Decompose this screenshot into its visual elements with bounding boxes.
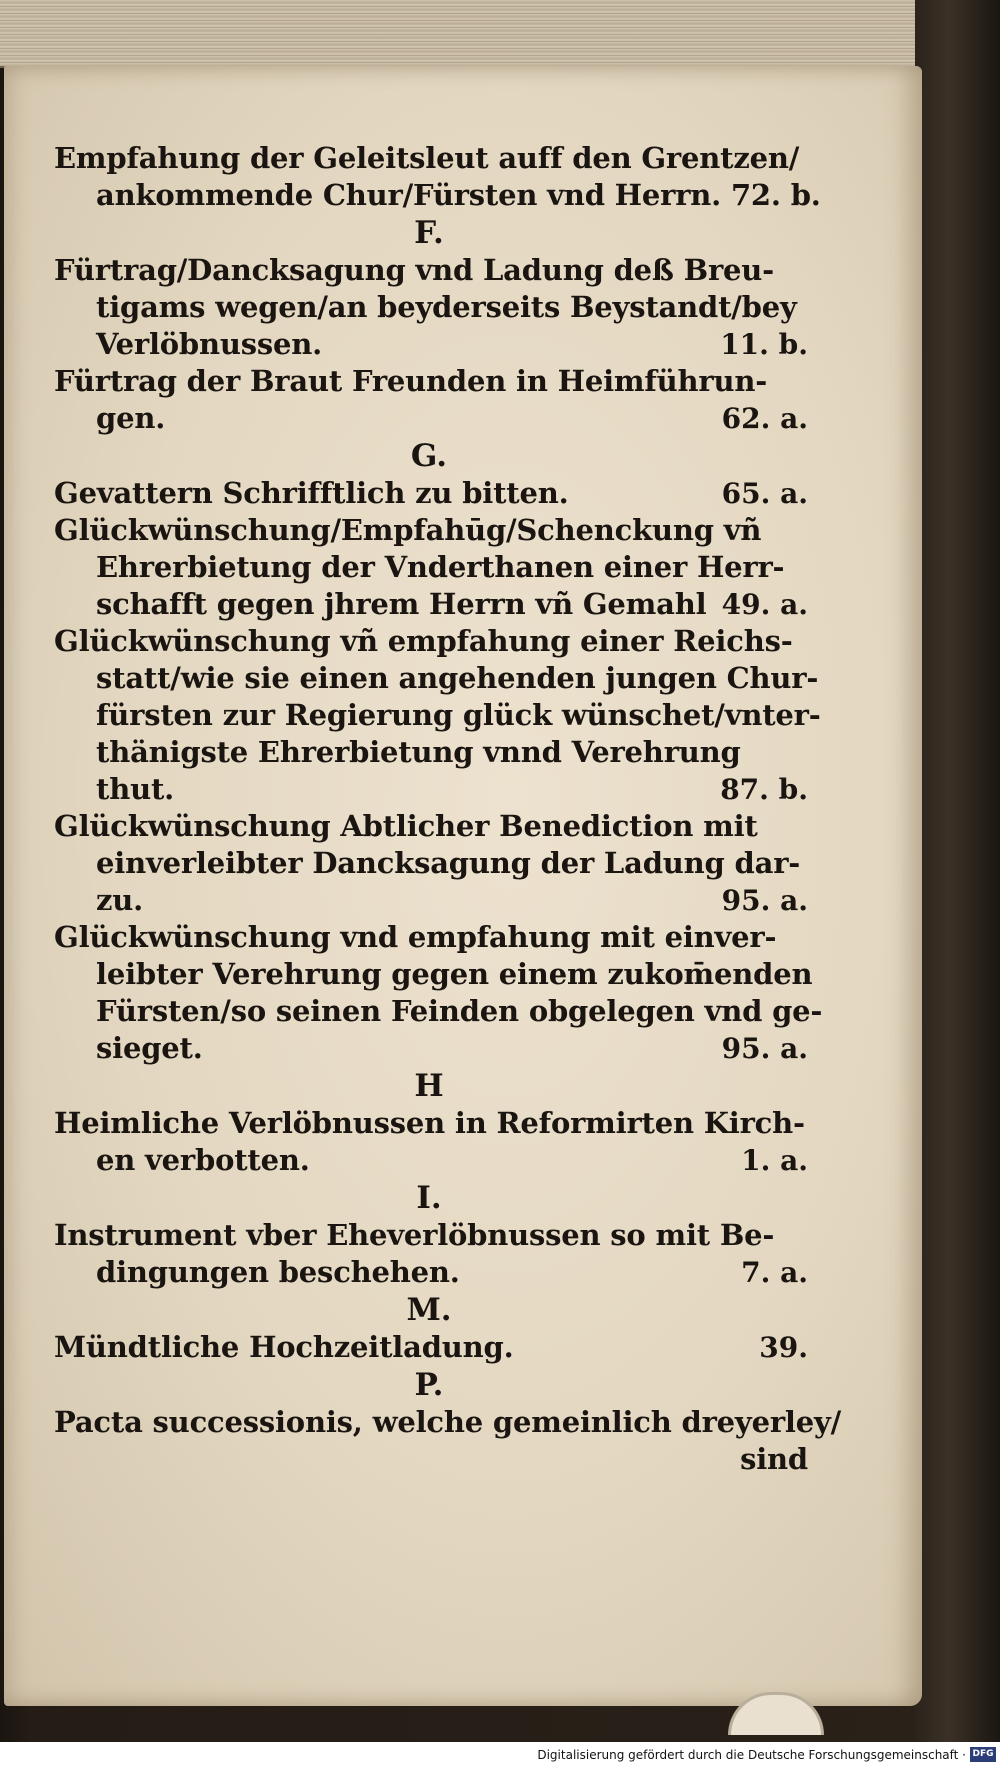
index-entry — [54, 1217, 814, 1291]
index-entry — [54, 1329, 814, 1366]
section-letter: I. — [416, 1180, 442, 1216]
entry-line: Glückwünschung/Empfahūg/Schenckung vñ — [54, 513, 762, 547]
index-entry — [54, 512, 814, 623]
register-index — [54, 140, 842, 1478]
index-entry — [54, 363, 814, 437]
entry-line: Heimliche Verlöbnussen in Reformirten Kirch- — [54, 1106, 805, 1140]
entry-line: Verlöbnussen. — [96, 327, 323, 361]
entry-line: Gevattern Schrifftlich zu bitten. — [54, 476, 569, 510]
entry-line: Glückwünschung vnd empfahung mit einver- — [54, 920, 777, 954]
entry-line: leibter Verehrung gegen einem zukom̄enden — [96, 957, 813, 991]
page-reference: 11. b. — [720, 328, 808, 361]
index-entry — [54, 623, 821, 808]
section-letter: G. — [410, 438, 448, 474]
section-letter: P. — [414, 1367, 444, 1403]
digitization-footer — [0, 1742, 1000, 1769]
page-reference: 95. a. — [721, 1032, 808, 1065]
index-entry — [54, 808, 814, 919]
entry-line: en verbotten. — [96, 1143, 310, 1177]
entry-line: schafft gegen jhrem Herrn vñ Gemahl — [96, 587, 707, 621]
index-entry — [54, 1404, 842, 1441]
entry-line: Fürtrag der Braut Freunden in Heimführun- — [54, 364, 768, 398]
page-reference: 87. b. — [720, 773, 808, 806]
page-reference: 65. a. — [721, 477, 808, 510]
footer-credit: Digitalisierung gefördert durch die Deutsche Forschungsgemeinschaft · — [537, 1748, 966, 1762]
section-letter: F. — [414, 215, 444, 251]
entry-line: Fürsten/so seinen Feinden obgelegen vnd ge- — [96, 994, 823, 1028]
page-reference: 39. — [759, 1331, 808, 1364]
entry-line: dingungen beschehen. — [96, 1255, 460, 1289]
entry-line: Instrument vber Eheverlöbnussen so mit Be- — [54, 1218, 775, 1252]
entry-line: Glückwünschung Abtlicher Benediction mit — [54, 809, 758, 843]
entry-line: Empfahung der Geleitsleut auff den Grentzen/ — [54, 141, 800, 175]
entry-line: Pacta successionis, welche gemeinlich dreyerley/ — [54, 1405, 842, 1439]
page-edges-stack — [0, 0, 915, 68]
index-entry — [54, 1105, 814, 1179]
index-entry — [54, 140, 821, 214]
entry-line: sieget. — [96, 1031, 203, 1065]
entry-line: einverleibter Dancksagung der Ladung dar- — [96, 846, 801, 880]
page-reference: 62. a. — [721, 402, 808, 435]
entry-line: Glückwünschung vñ empfahung einer Reichs- — [54, 624, 793, 658]
page-reference: 49. a. — [721, 588, 808, 621]
entry-line: thänigste Ehrerbietung vnnd Verehrung — [96, 735, 741, 769]
page-reference: 1. a. — [741, 1144, 808, 1177]
catchword: sind — [740, 1442, 808, 1476]
page-curl — [728, 1692, 824, 1735]
entry-line: gen. — [96, 401, 166, 435]
section-letter: H — [414, 1068, 444, 1104]
index-entry — [54, 919, 823, 1067]
entry-line: tigams wegen/an beyderseits Beystandt/bey — [96, 290, 797, 324]
book-binding-edge — [915, 0, 1000, 1769]
entry-line: fürsten zur Regierung glück wünschet/vnter- — [96, 698, 821, 732]
entry-line: Mündtliche Hochzeitladung. — [54, 1330, 514, 1364]
page-reference: 95. a. — [721, 884, 808, 917]
entry-line: Ehrerbietung der Vnderthanen einer Herr- — [96, 550, 785, 584]
page-reference: 7. a. — [741, 1256, 808, 1289]
index-entry — [54, 252, 814, 363]
entry-line: statt/wie sie einen angehenden jungen Chur- — [96, 661, 819, 695]
entry-line: zu. — [96, 883, 144, 917]
dfg-logo-icon: DFG — [970, 1747, 996, 1762]
entry-line: ankommende Chur/Fürsten vnd Herrn. 72. b. — [96, 178, 821, 212]
index-entry — [54, 475, 814, 512]
entry-line: thut. — [96, 772, 175, 806]
section-letter: M. — [406, 1292, 452, 1328]
entry-line: Fürtrag/Dancksagung vnd Ladung deß Breu- — [54, 253, 775, 287]
